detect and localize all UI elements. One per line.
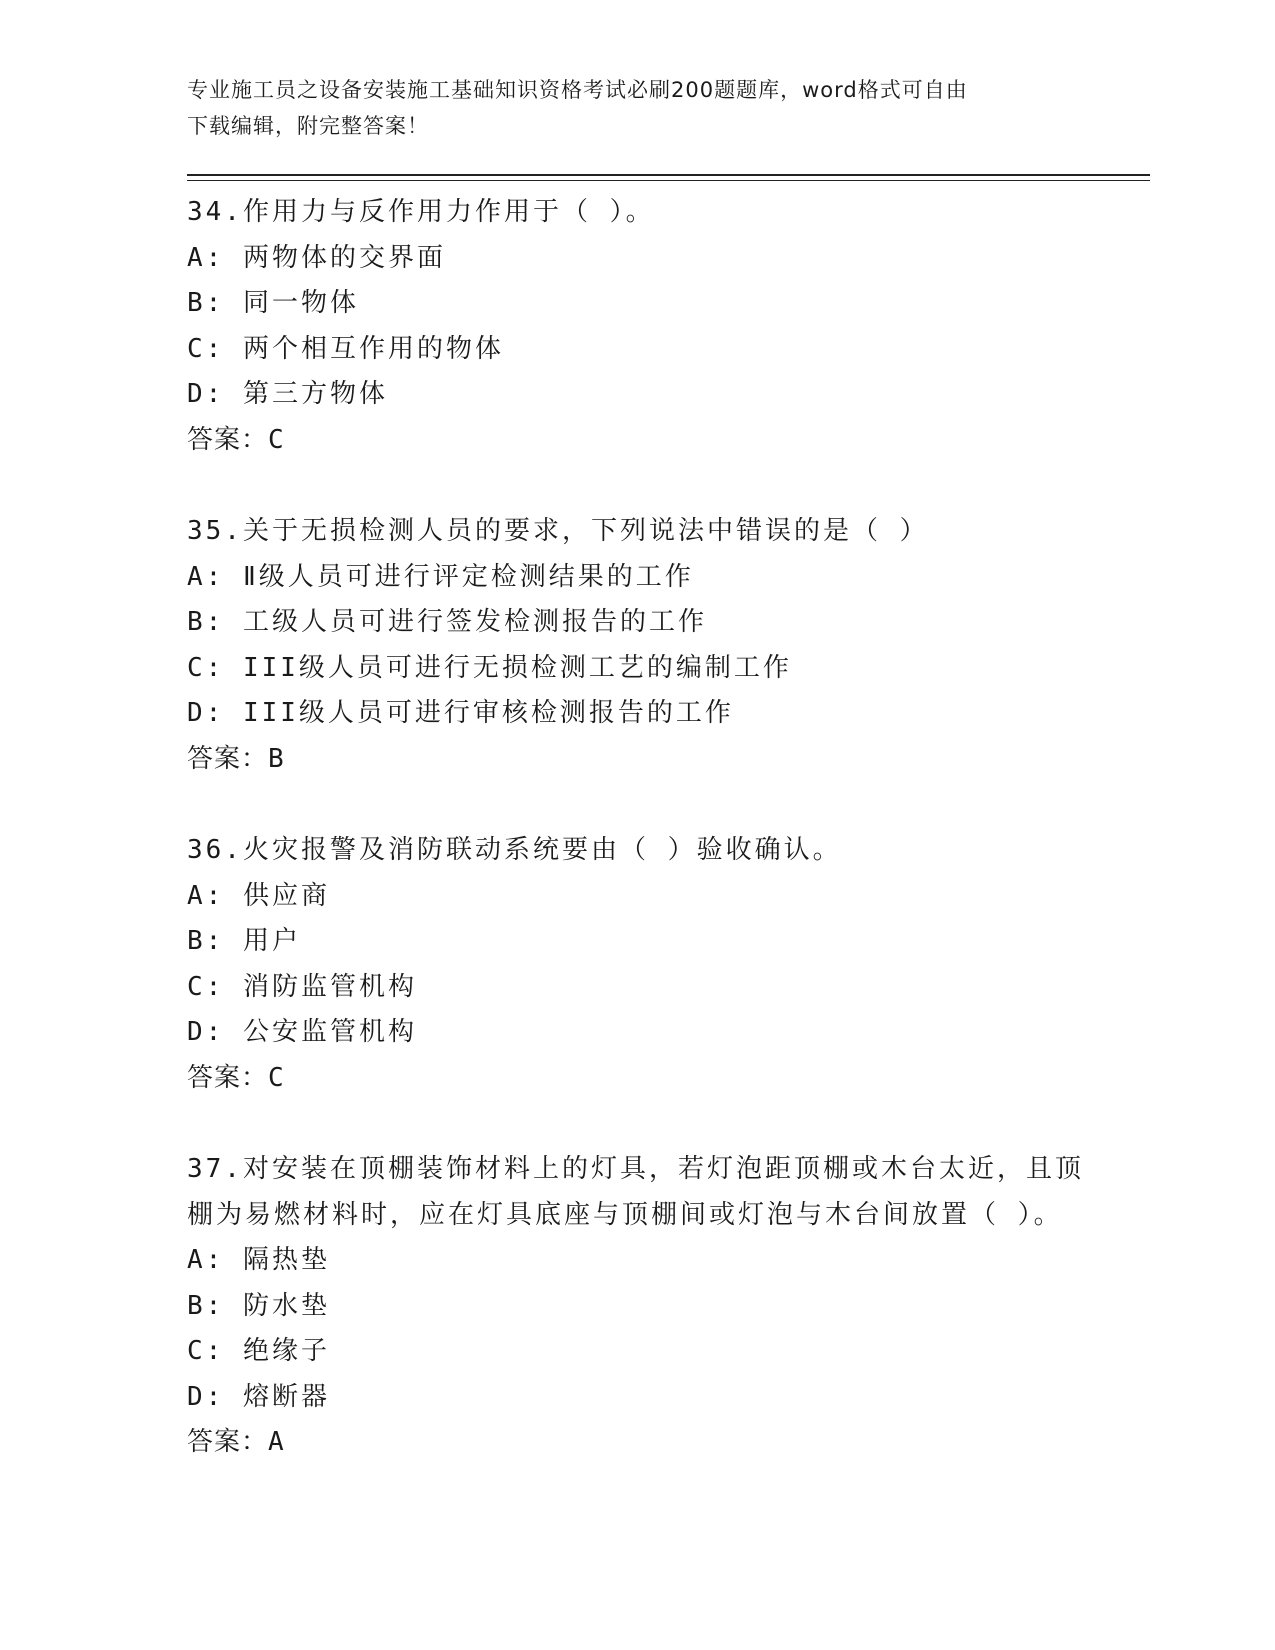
option-d: D: 公安监管机构 [187,1017,417,1047]
question-stem-continued: 棚为易燃材料时，应在灯具底座与顶棚间或灯泡与木台间放置（ ）。 [187,1199,1063,1230]
option-b: B: 防水垫 [187,1290,330,1321]
answer-value: C [268,424,285,455]
option-c: C: III级人员可进行无损检测工艺的编制工作 [187,652,792,683]
answer-line [187,1056,1087,1102]
question-37 [187,1147,1087,1466]
question-35 [187,509,1087,782]
question-stem: 36.火灾报警及消防联动系统要由（ ）验收确认。 [187,835,842,865]
question-34 [187,190,1087,463]
option-a: A: 两物体的交界面 [187,242,446,273]
option-b: B: 同一物体 [187,288,359,318]
document-header [187,72,1087,144]
answer-line [187,418,1087,464]
header-title-line-1: 专业施工员之设备安装施工基础知识资格考试必刷200题题库，word格式可自由 [187,78,968,102]
answer-label: 答案： [187,1427,269,1457]
answer-label: 答案： [187,1062,269,1093]
option-b: B: 用户 [187,926,301,956]
question-stem: 35.关于无损检测人员的要求，下列说法中错误的是（ ） [187,516,929,546]
question-stem: 37.对安装在顶棚装饰材料上的灯具，若灯泡距顶棚或木台太近，且顶 [187,1154,1084,1184]
answer-line [187,737,1087,783]
option-c: C: 消防监管机构 [187,971,417,1002]
option-a: A: 供应商 [187,880,330,911]
option-d: D: 熔断器 [187,1381,330,1412]
question-36 [187,828,1087,1101]
question-list [187,190,1087,1512]
option-d: D: 第三方物体 [187,379,388,409]
answer-label: 答案： [187,743,269,774]
option-b: B: 工级人员可进行签发检测报告的工作 [187,607,707,637]
option-a: A: Ⅱ级人员可进行评定检测结果的工作 [187,561,694,592]
header-divider-thin [187,180,1150,181]
answer-value: C [268,1062,285,1093]
answer-line [187,1420,1087,1466]
answer-value: B [268,743,285,774]
option-c: C: 绝缘子 [187,1336,330,1366]
answer-value: A [268,1427,285,1457]
header-divider-thick [187,174,1150,176]
option-a: A: 隔热垫 [187,1245,330,1275]
option-d: D: III级人员可进行审核检测报告的工作 [187,698,734,728]
question-stem: 34.作用力与反作用力作用于（ ）。 [187,197,655,227]
header-title-line-2: 下载编辑，附完整答案！ [187,114,429,138]
option-c: C: 两个相互作用的物体 [187,333,504,364]
answer-label: 答案： [187,424,269,455]
